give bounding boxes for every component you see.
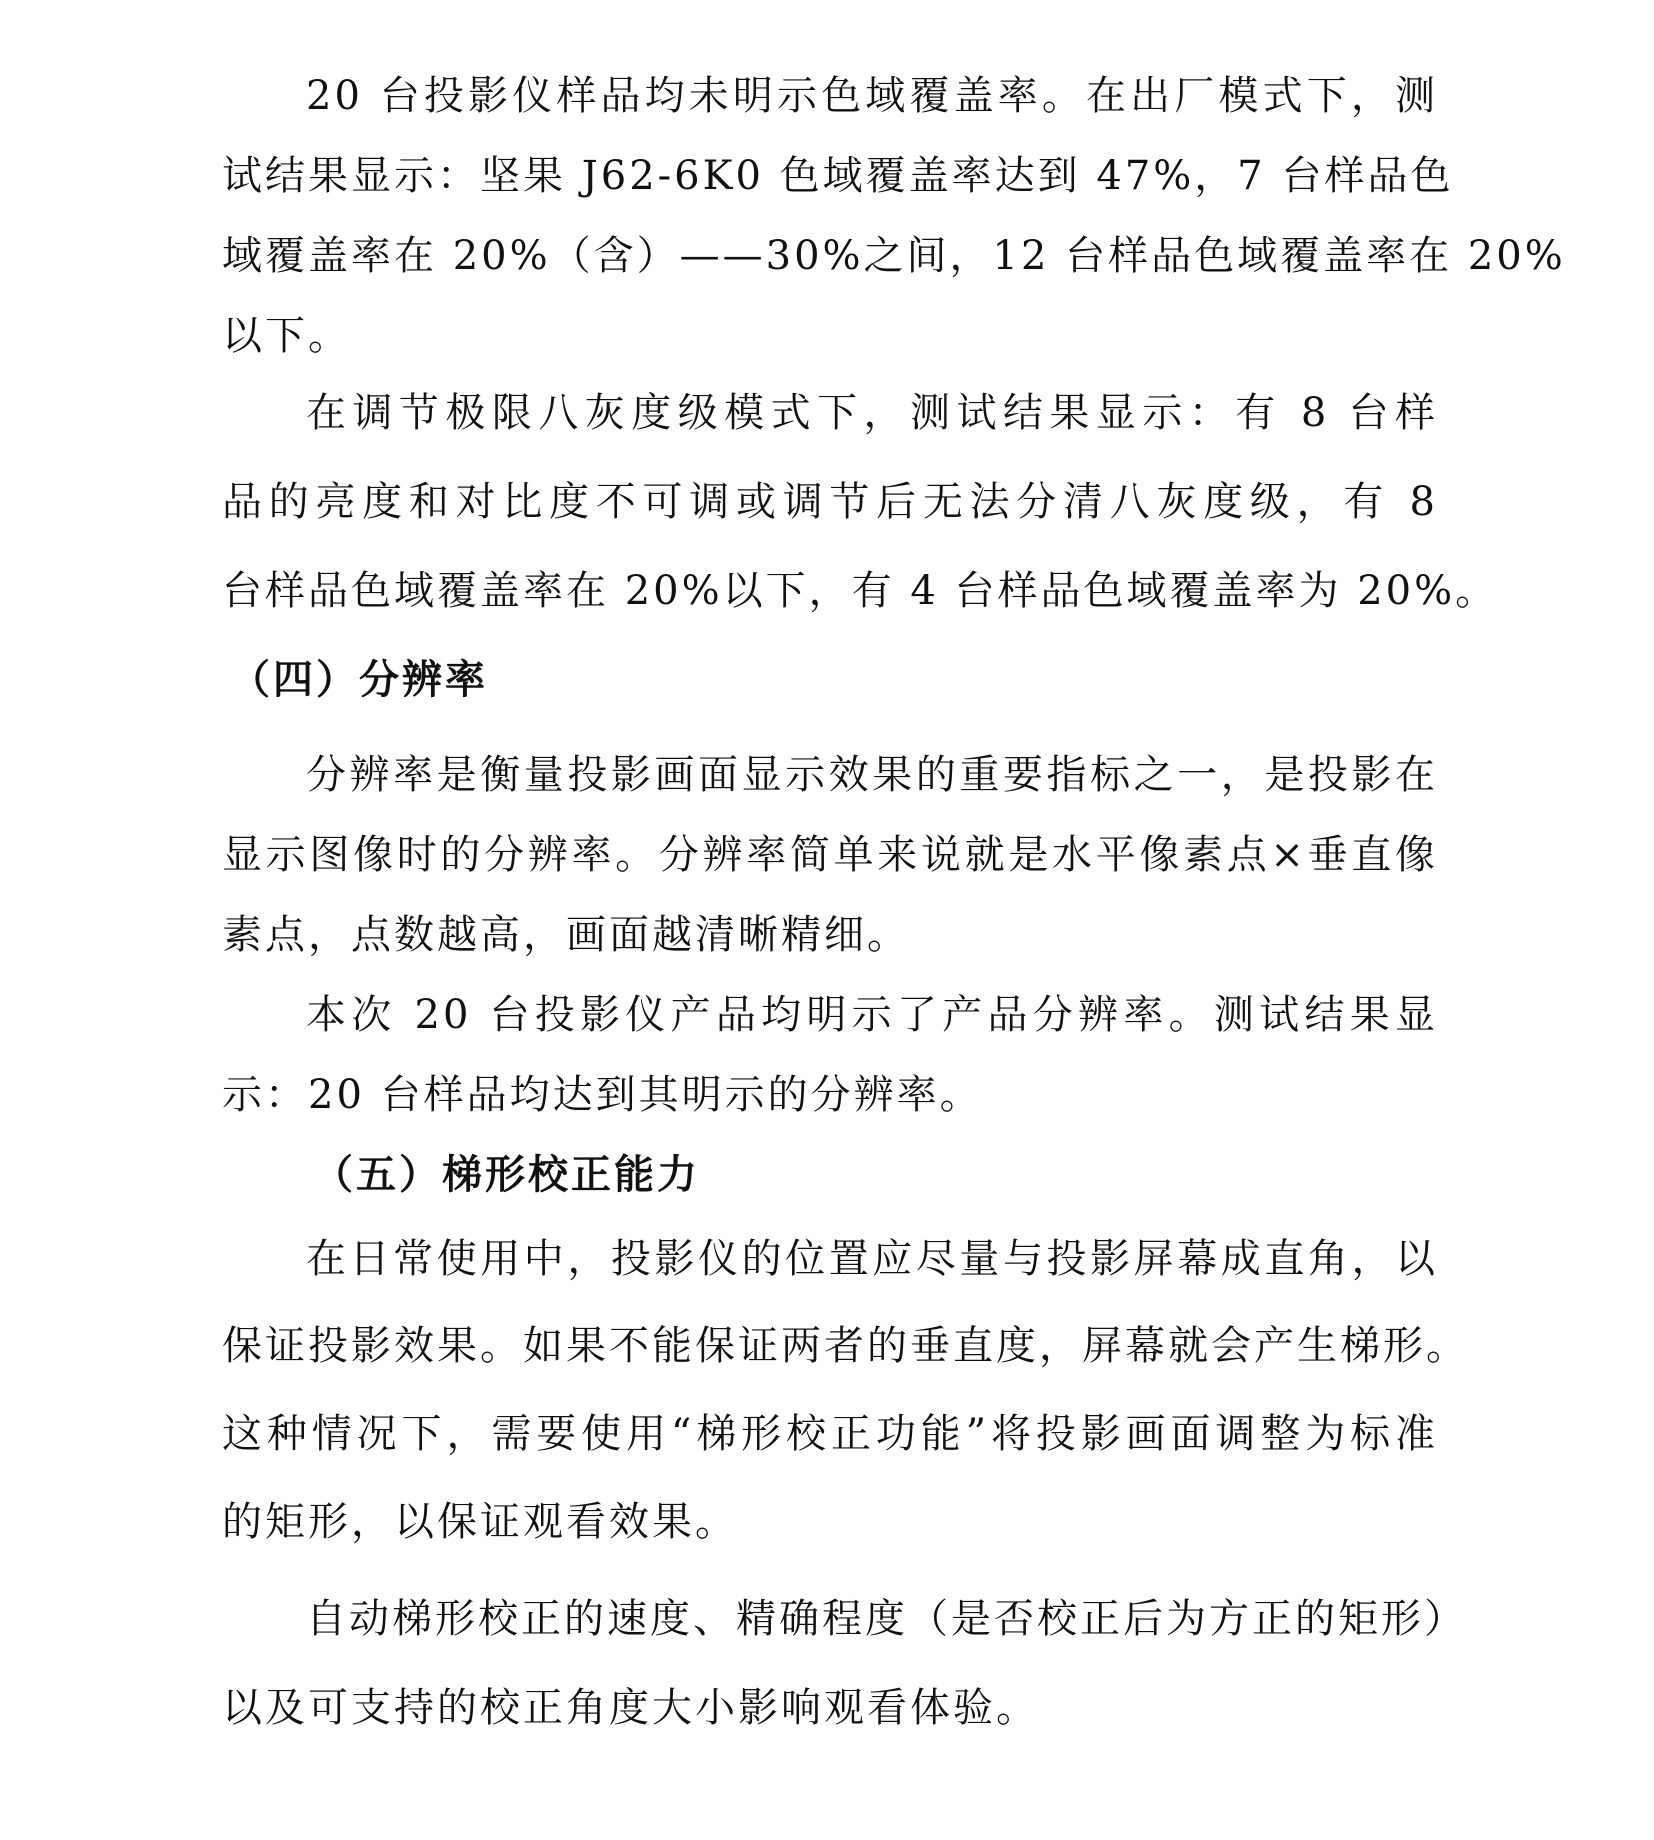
paragraph-2-line-2: 品的亮度和对比度不可调或调节后无法分清八灰度级，有 8 [222, 479, 1438, 525]
paragraph-1-line-4: 以下。 [222, 313, 351, 359]
paragraph-2-line-3: 台样品色域覆盖率在 20%以下，有 4 台样品色域覆盖率为 20%。 [222, 568, 1499, 614]
paragraph-1-line-1: 20 台投影仪样品均未明示色域覆盖率。在出厂模式下，测 [306, 73, 1438, 119]
paragraph-3-line-2: 显示图像时的分辨率。分辨率简单来说就是水平像素点×垂直像 [222, 832, 1438, 878]
paragraph-1-line-2: 试结果显示：坚果 J62-6K0 色域覆盖率达到 47%，7 台样品色 [222, 153, 1454, 199]
paragraph-5-line-2: 保证投影效果。如果不能保证两者的垂直度，屏幕就会产生梯形。 [222, 1323, 1469, 1369]
paragraph-1-line-3: 域覆盖率在 20%（含）——30%之间，12 台样品色域覆盖率在 20% [222, 233, 1566, 279]
paragraph-5-line-1: 在日常使用中，投影仪的位置应尽量与投影屏幕成直角，以 [306, 1236, 1438, 1282]
paragraph-4-line-2: 示：20 台样品均达到其明示的分辨率。 [222, 1072, 983, 1118]
paragraph-3-line-3: 素点，点数越高，画面越清晰精细。 [222, 912, 910, 958]
paragraph-2-line-1: 在调节极限八灰度级模式下，测试结果显示：有 8 台样 [306, 390, 1438, 436]
paragraph-4-line-1: 本次 20 台投影仪产品均明示了产品分辨率。测试结果显 [306, 992, 1438, 1038]
paragraph-5-line-4: 的矩形，以保证观看效果。 [222, 1499, 738, 1545]
paragraph-5-line-3: 这种情况下，需要使用“梯形校正功能”将投影画面调整为标准 [222, 1411, 1438, 1457]
paragraph-6-line-1: 自动梯形校正的速度、精确程度（是否校正后为方正的矩形） [306, 1596, 1467, 1642]
paragraph-6-line-2: 以及可支持的校正角度大小影响观看体验。 [222, 1685, 1039, 1731]
section-heading-keystone: （五）梯形校正能力 [313, 1151, 700, 1198]
section-heading-resolution: （四）分辨率 [230, 656, 488, 703]
paragraph-3-line-1: 分辨率是衡量投影画面显示效果的重要指标之一，是投影在 [306, 752, 1438, 798]
